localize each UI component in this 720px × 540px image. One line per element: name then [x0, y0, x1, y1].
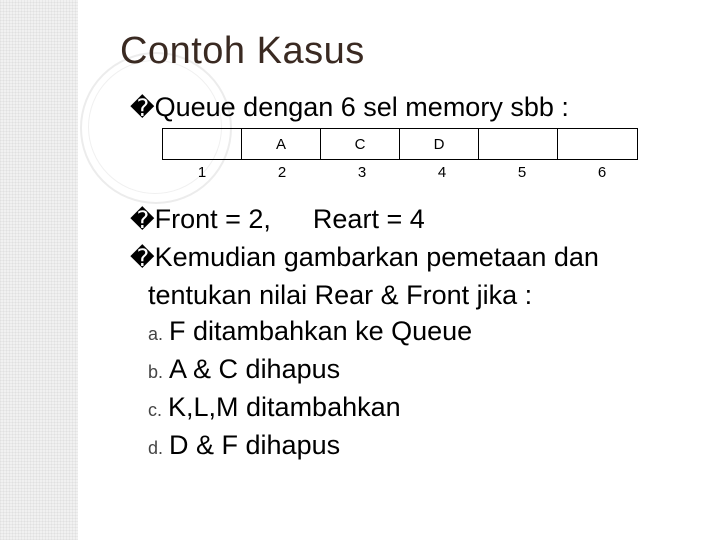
front-text: Front = 2,	[154, 204, 271, 234]
list-item	[148, 430, 340, 461]
bullet-task	[130, 242, 599, 273]
index-label: 3	[357, 164, 367, 181]
list-item-letter: a.	[148, 324, 164, 344]
list-item-text: A & C dihapus	[169, 354, 341, 384]
rear-text: Reart = 4	[312, 204, 425, 234]
memory-cell: A	[242, 129, 321, 159]
bullet-intro	[130, 92, 569, 123]
slide-title: Contoh Kasus	[120, 30, 365, 72]
memory-cell	[479, 129, 558, 159]
list-item	[148, 392, 401, 423]
list-item-letter: c.	[148, 400, 163, 420]
memory-cell: D	[400, 129, 479, 159]
bullet-glyph: �	[130, 207, 155, 234]
list-item-text: D & F dihapus	[169, 430, 341, 460]
list-item	[148, 354, 340, 385]
index-label: 1	[197, 164, 207, 181]
decorative-side-strip	[0, 0, 78, 540]
index-label: 6	[597, 164, 607, 181]
bullet-front-rear	[130, 204, 425, 235]
index-label: 4	[437, 164, 447, 181]
index-label: 2	[277, 164, 287, 181]
list-item-text: K,L,M ditambahkan	[168, 392, 401, 422]
task-line2: tentukan nilai Rear & Front jika :	[148, 280, 533, 310]
index-label: 5	[517, 164, 527, 181]
index-row	[162, 164, 642, 184]
memory-cell	[163, 129, 242, 159]
bullet-glyph: �	[130, 245, 155, 272]
memory-cell	[558, 129, 637, 159]
bullet-glyph: �	[130, 95, 155, 122]
list-item-letter: b.	[148, 362, 164, 382]
task-line1: Kemudian gambarkan pemetaan dan	[154, 242, 599, 272]
intro-text: Queue dengan 6 sel memory sbb :	[154, 92, 569, 122]
memory-table	[162, 128, 638, 160]
list-item	[148, 316, 472, 347]
memory-cell: C	[321, 129, 400, 159]
list-item-letter: d.	[148, 438, 164, 458]
list-item-text: F ditambahkan ke Queue	[169, 316, 473, 346]
